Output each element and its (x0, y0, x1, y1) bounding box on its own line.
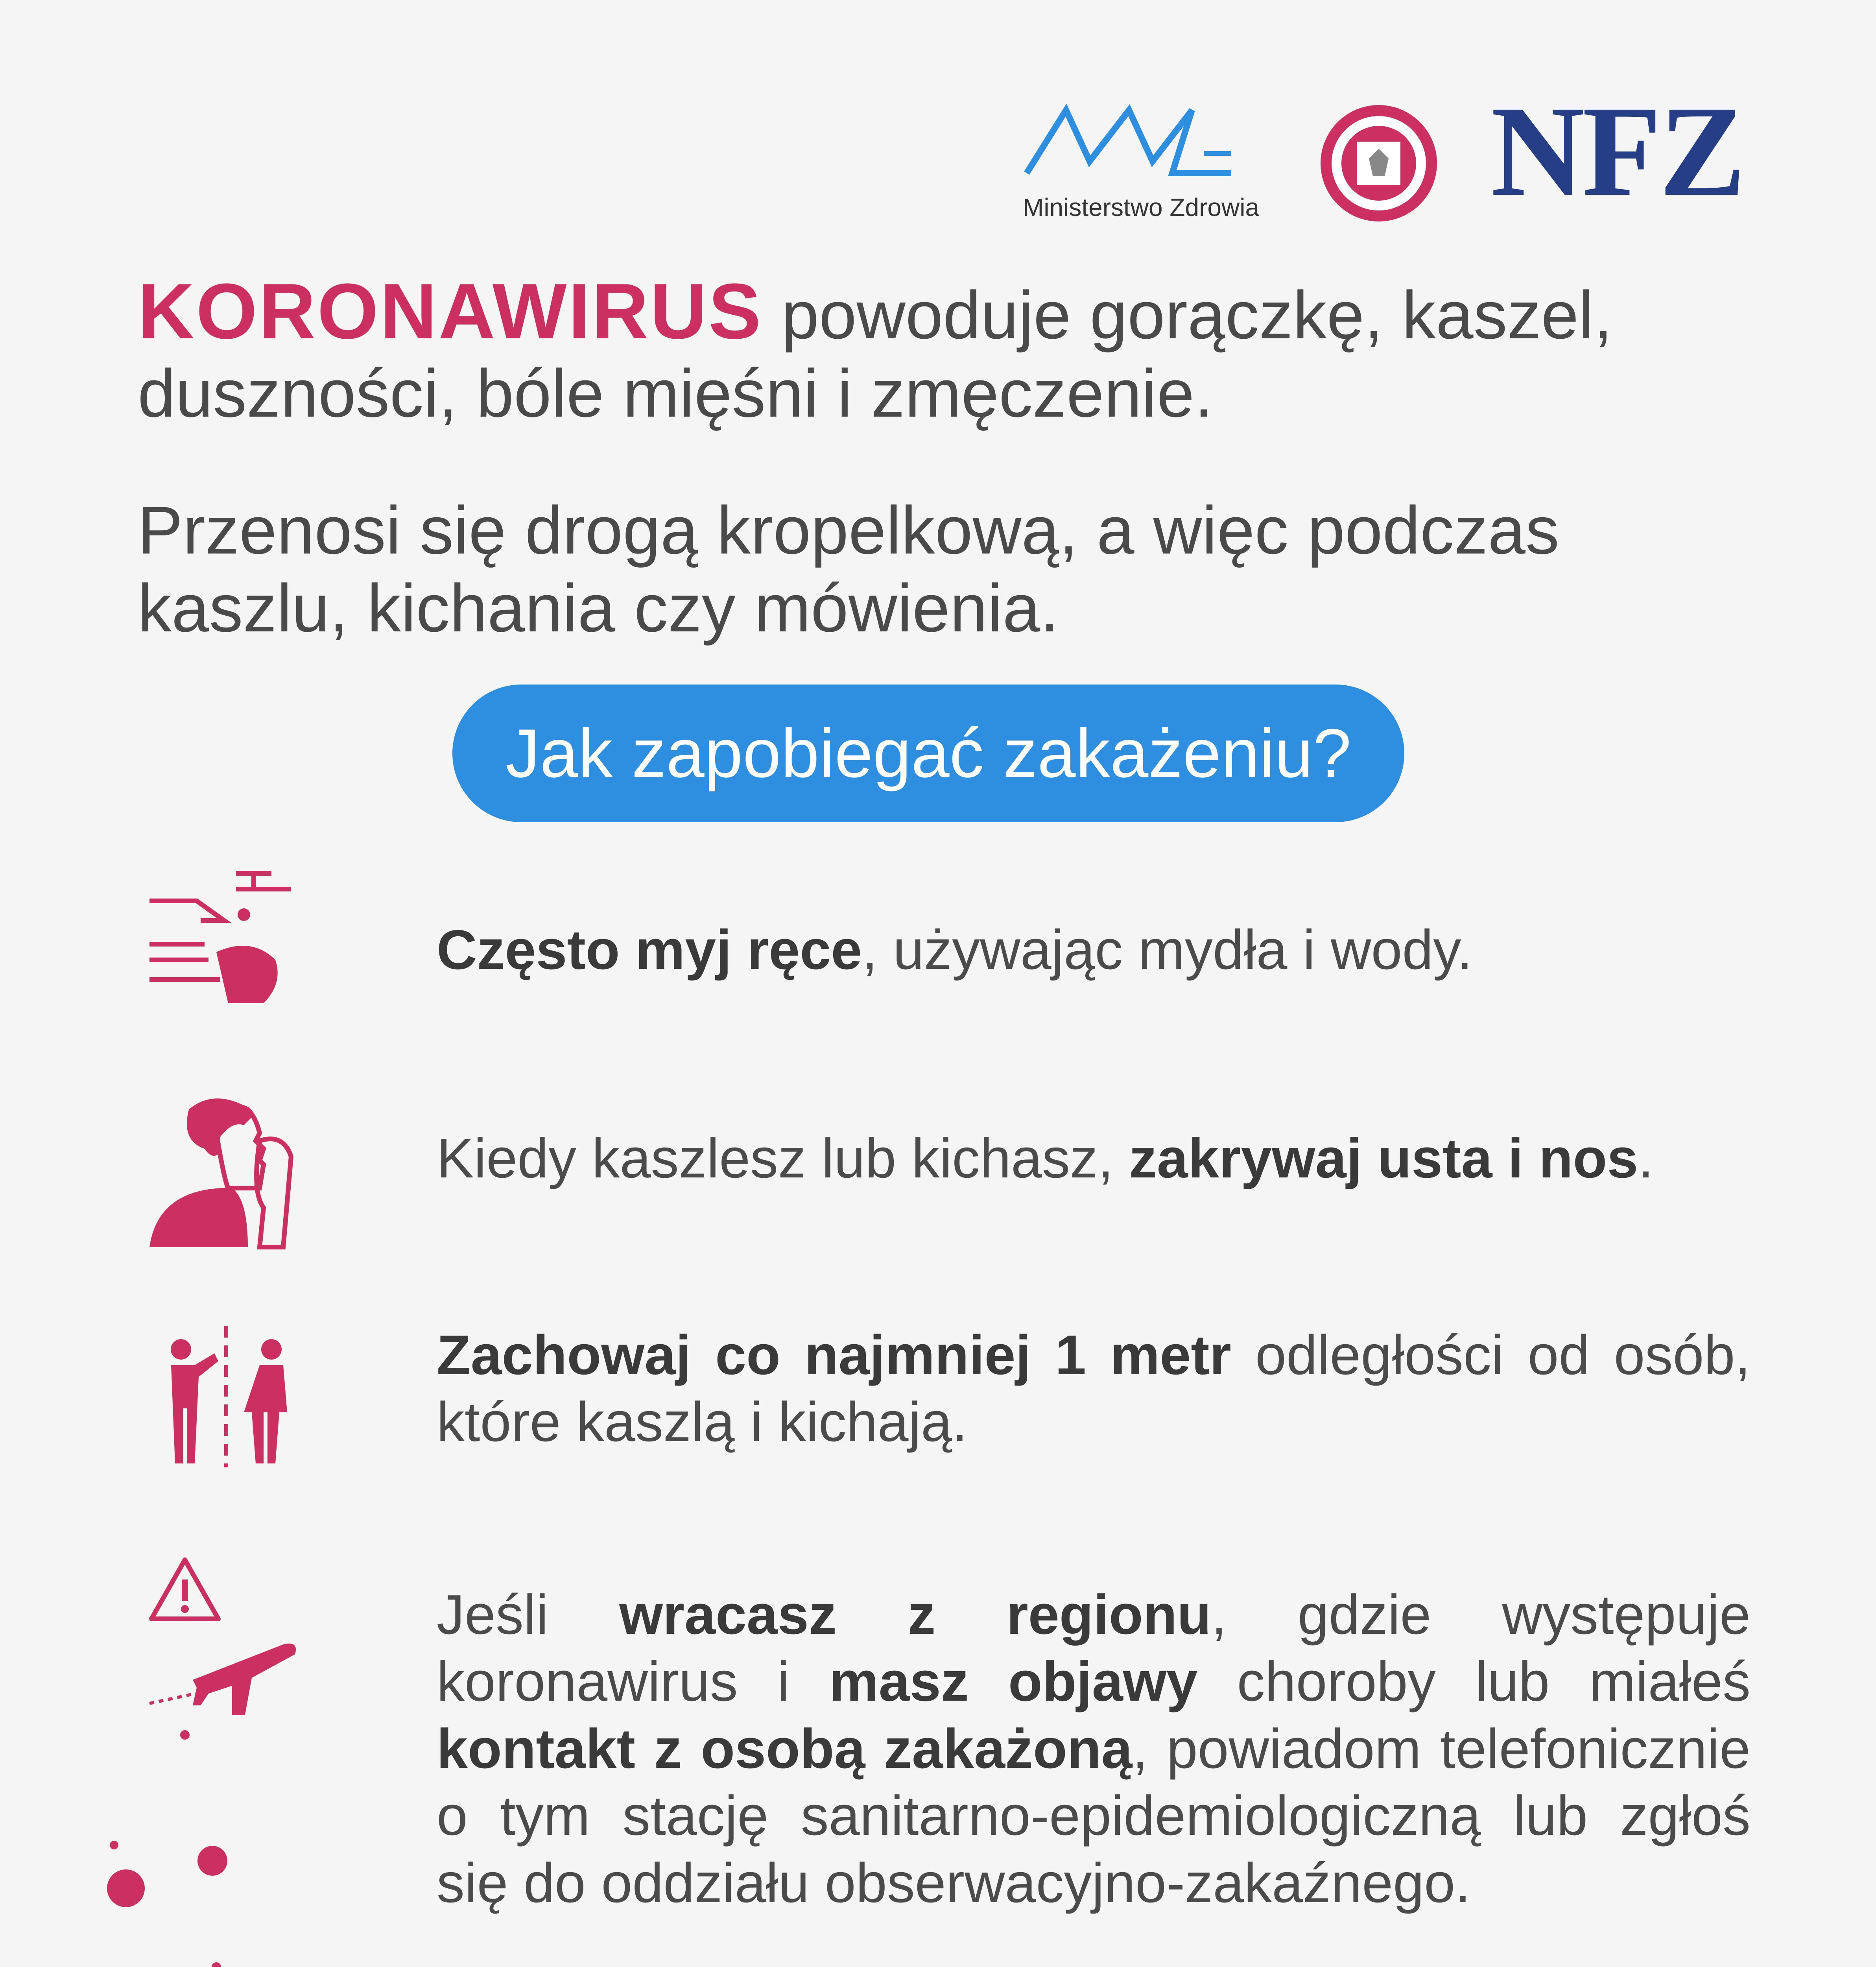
tip-travel-t4: , powiadom telefonicznie o tym stację sanitarno-epidemiologiczną lub zgłoś się do oddziału obserwacyjno-zakaźnego. (437, 1717, 1751, 1914)
prevention-heading-text: Jak zapobiegać zakażeniu? (505, 715, 1352, 792)
tip-wash-hands (437, 917, 1751, 984)
prevention-heading-pill (452, 685, 1404, 822)
transmission-paragraph: Przenosi się drogą kropelkową, a więc podczas kaszlu, kichania czy mówienia. (138, 493, 1559, 646)
tip-travel-b1: wracasz z regionu (619, 1583, 1212, 1646)
tip-travel-t2: , gdzie występuje koronawirus i (437, 1583, 1751, 1713)
koronawirus-keyword: KORONAWIRUS (138, 268, 763, 355)
airplane-icon (146, 1637, 303, 1715)
tip-keep-distance-text: odległości od osób, które kaszlą i kichają. (437, 1324, 1751, 1454)
nfz-logo: NFZ (1491, 79, 1743, 223)
intro-paragraph (138, 268, 1751, 432)
cough-cover-icon (142, 1086, 307, 1251)
tip-travel-b2: masz objawy (829, 1650, 1198, 1713)
tip-wash-hands-text: , używając mydła i wody. (862, 919, 1473, 981)
tip-cover-mouth-end: . (1638, 1127, 1654, 1190)
warning-triangle-icon (146, 1554, 224, 1625)
tip-wash-hands-bold: Często myj ręce (437, 919, 862, 981)
tip-keep-distance (437, 1322, 1751, 1456)
tip-travel-t3: choroby lub miałeś (1197, 1650, 1751, 1713)
intro-symptoms-text: powoduje gorączkę, kaszel, duszności, bóle mięśni i zmęczenie. (138, 277, 1613, 431)
social-distance-icon (161, 1322, 303, 1471)
tip-travel-t1: Jeśli (437, 1583, 620, 1646)
tip-travel-contact (437, 1581, 1751, 1917)
tip-cover-mouth-start: Kiedy kaszlesz lub kichasz, (437, 1127, 1129, 1190)
tip-cover-mouth-bold: zakrywaj usta i nos (1129, 1127, 1638, 1190)
sanitary-inspection-seal (1318, 102, 1440, 224)
tip-cover-mouth (437, 1125, 1751, 1192)
tip-keep-distance-bold: Zachowaj co najmniej 1 metr (437, 1324, 1231, 1386)
tip-travel-b3: kontakt z osobą zakażoną (437, 1717, 1133, 1780)
hand-washing-icon (142, 862, 315, 1011)
ministry-logo-text: Ministerstwo Zdrowia (1023, 193, 1260, 221)
